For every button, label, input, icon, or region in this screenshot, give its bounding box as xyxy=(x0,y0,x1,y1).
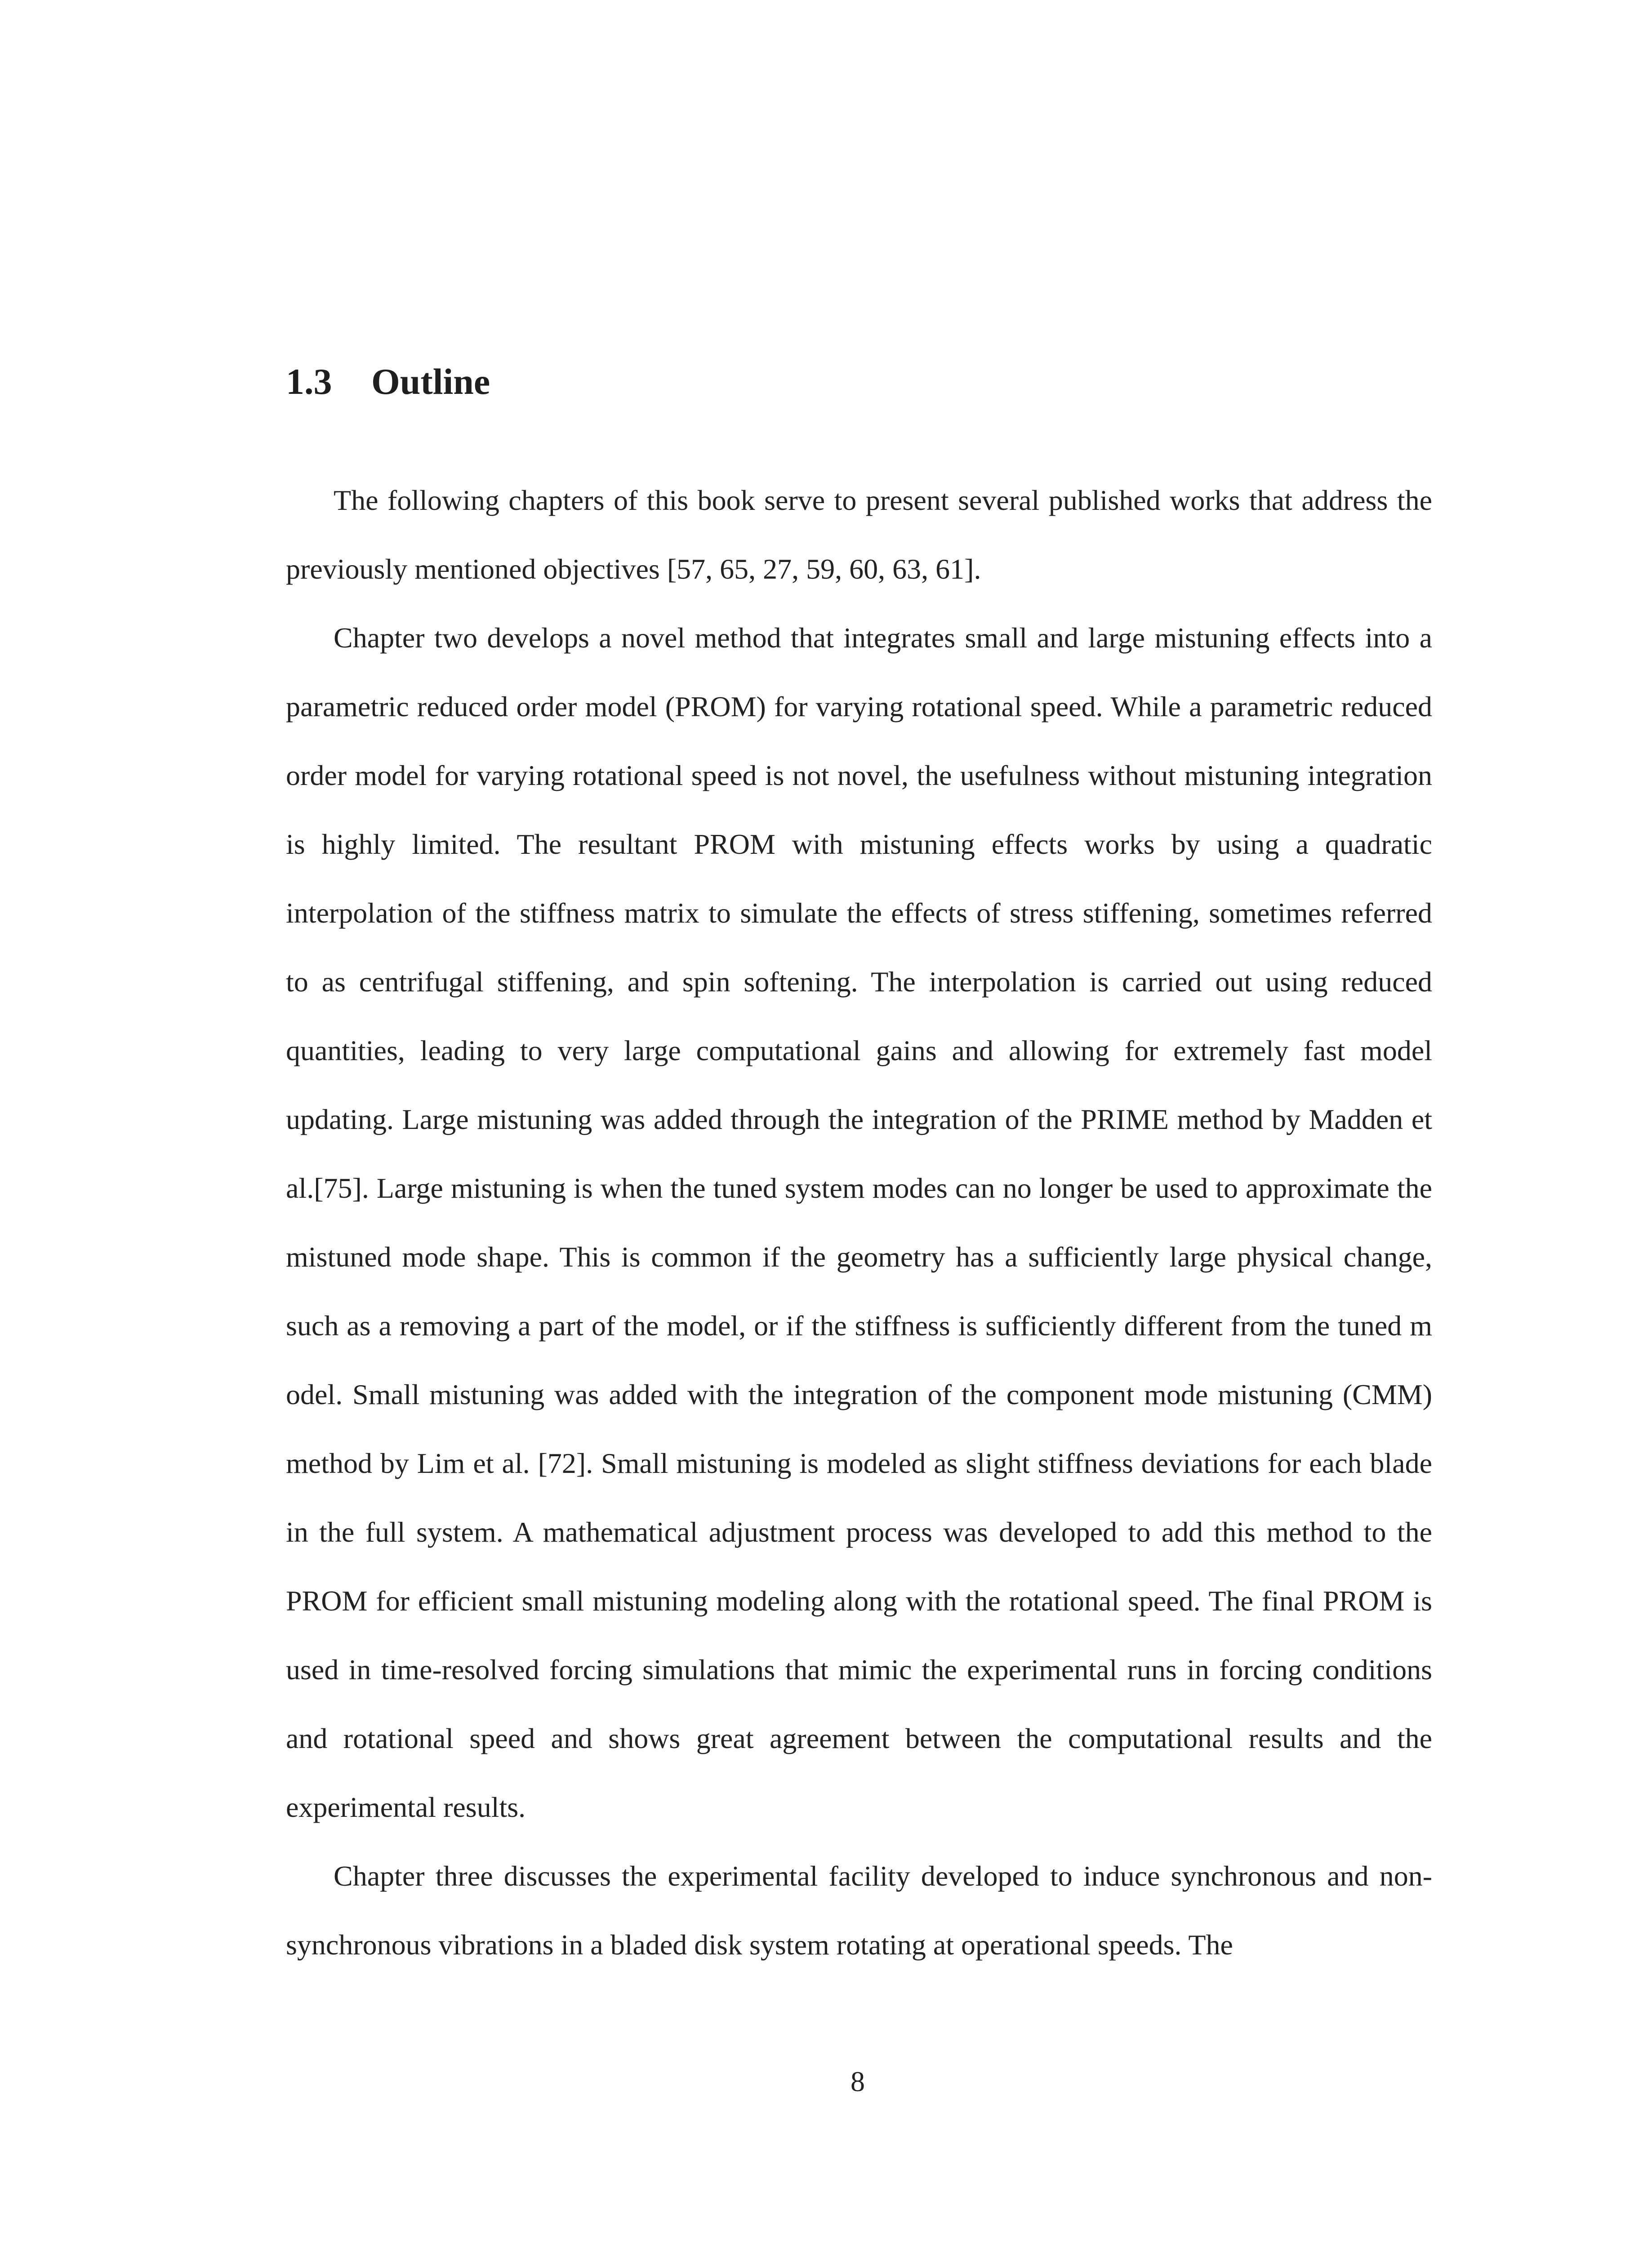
paragraph-chapter-two: Chapter two develops a novel method that integrates small and large mistuning effects into a parametric reduced order model (PROM) for varying rotational speed. While a parametric reduced order model for varying rotational speed is not novel, the usefulness without mistuning integration is highly limited. The resultant PROM with mistuning effects works by using a quadratic interpolation of the stiffness matrix to simulate the effects of stress stiffening, sometimes referred to as centrifugal stiffening, and spin softening. The interpolation is carried out using reduced quantities, leading to very large computational gains and allowing for extremely fast model updating. Large mistuning was added through the integration of the PRIME method by Madden et al.[75]. Large mistuning is when the tuned system modes can no longer be used to approximate the mistuned mode shape. This is common if the geometry has a sufficiently large physical change, such as a removing a part of the model, or if the stiffness is sufficiently different from the tuned m odel. Small mistuning was added with the integration of the component mode mistuning (CMM) method by Lim et al. [72]. Small mistuning is modeled as slight stiffness deviations for each blade in the full system. A mathematical adjustment process was developed to add this method to the PROM for efficient small mistuning modeling along with the rotational speed. The final PROM is used in time-resolved forcing simulations that mimic the experimental runs in forcing conditions and rotational speed and shows great agreement between the computational results and the experimental results. xyxy=(286,622,1432,1823)
paragraph-chapter-three: Chapter three discusses the experimental facility developed to induce synchronous and non-synchronous vibrations in a bladed disk system rotating at operational speeds. The xyxy=(286,1860,1432,1961)
section-number: 1.3 xyxy=(286,361,332,402)
section-heading xyxy=(286,363,490,400)
body-text xyxy=(286,466,1432,1979)
page-number: 8 xyxy=(850,2065,865,2097)
section-title: Outline xyxy=(371,361,490,402)
paragraph-objectives: The following chapters of this book serve to present several published works that address the previously mentioned objectives [57, 65, 27, 59, 60, 63, 61]. xyxy=(286,484,1432,585)
